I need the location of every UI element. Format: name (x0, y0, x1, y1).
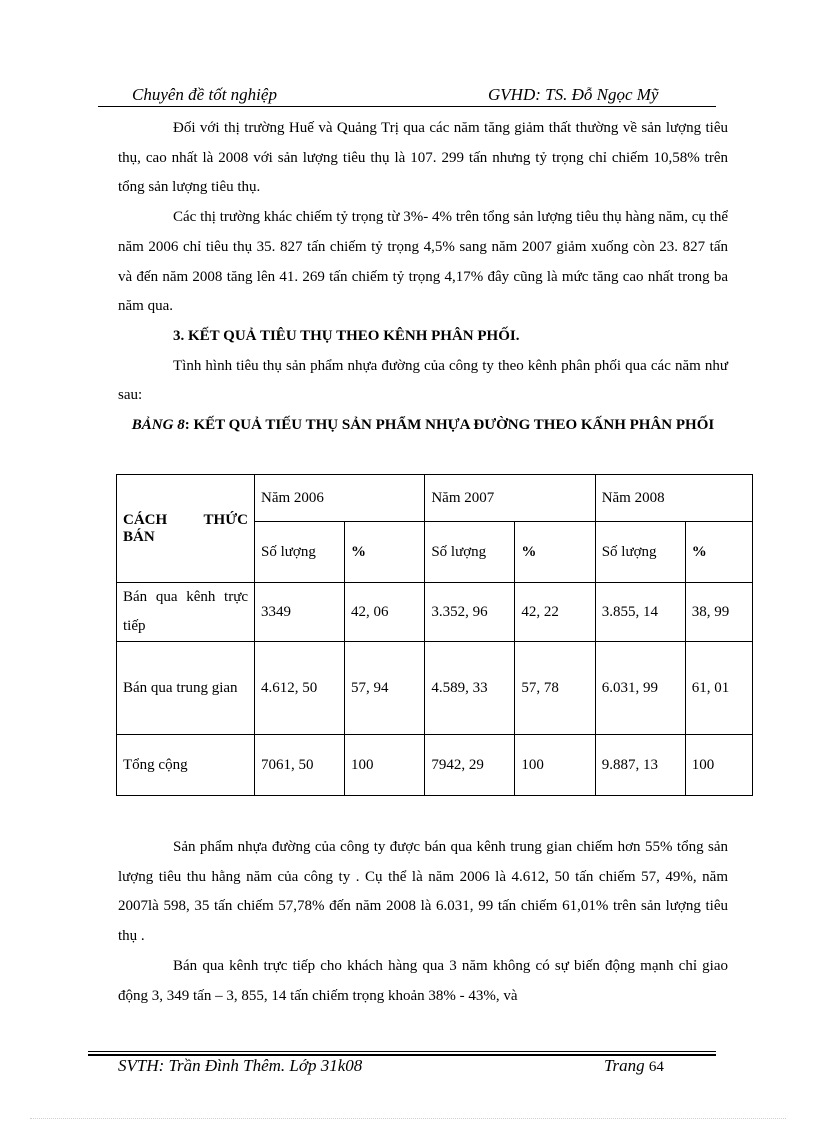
table-cell: 42, 22 (515, 583, 595, 642)
table-cell: 57, 94 (345, 642, 425, 735)
table-row (117, 642, 753, 735)
table-title (118, 411, 728, 441)
qty-header-2007: Số lượng (425, 522, 515, 583)
table-cell: 7942, 29 (425, 735, 515, 796)
paragraph-other-markets: Các thị trường khác chiếm tỷ trọng từ 3%- 4% trên tổng sản lượng tiêu thụ hàng năm, cụ thể năm 2006 chỉ tiêu thụ 35. 827 tấn chiếm tỷ trọng 4,5% sang năm 2007 giảm xuống còn 23. 827 tấn và đến năm 2008 tăng lên 41. 269 tấn chiếm tỷ trọng 4,17% đây cũng là mức tăng cao nhất trong ba năm qua. (118, 209, 728, 315)
table-cell: 100 (515, 735, 595, 796)
table-title-prefix: BẢNG 8 (131, 417, 185, 434)
page-edge-dotted-line (30, 1118, 786, 1119)
footer-rule-thin (88, 1051, 716, 1052)
footer-page-label: Trang (604, 1056, 645, 1075)
header-rule (98, 106, 716, 107)
pct-header-2008: % (685, 522, 752, 583)
page-number: 64 (648, 1059, 664, 1075)
table-cell: 100 (345, 735, 425, 796)
table-cell: 3.352, 96 (425, 583, 515, 642)
table-row (117, 735, 753, 796)
table-cell: 9.887, 13 (595, 735, 685, 796)
table-cell: 61, 01 (685, 642, 752, 735)
footer-page (604, 1056, 664, 1076)
body-text (118, 114, 728, 441)
pct-header-2006: % (345, 522, 425, 583)
table-cell: 100 (685, 735, 752, 796)
qty-header-2008: Số lượng (595, 522, 685, 583)
table-cell: 3.855, 14 (595, 583, 685, 642)
pct-header-2007: % (515, 522, 595, 583)
table-cell: 4.612, 50 (255, 642, 345, 735)
row-label-direct: Bán qua kênh trực tiếp (117, 583, 255, 642)
table-cell: 4.589, 33 (425, 642, 515, 735)
table-cell: 3349 (255, 583, 345, 642)
table-cell: 57, 78 (515, 642, 595, 735)
year-header-2007: Năm 2007 (425, 475, 595, 522)
paragraph-direct-analysis: Bán qua kênh trực tiếp cho khách hàng qua 3 năm không có sự biến động mạnh chỉ giao động 3, 349 tấn – 3, 855, 14 tấn chiếm trọng khoản 38% - 43%, và (118, 957, 728, 1004)
year-header-2008: Năm 2008 (595, 475, 752, 522)
qty-header-2006: Số lượng (255, 522, 345, 583)
footer-student: SVTH: Trần Đình Thêm. Lớp 31k08 (118, 1056, 363, 1075)
table-cell: 42, 06 (345, 583, 425, 642)
header-advisor: GVHD: TS. Đỗ Ngọc Mỹ (488, 85, 659, 104)
table-corner-header: CÁCH THỨC BÁN (117, 475, 255, 583)
body-text-after-table (118, 833, 728, 1011)
table-title-text: : KẾT QUẢ TIẾU THỤ SẢN PHẨM NHỰA ĐƯỜNG THEO KẤNH PHÂN PHỐI (184, 417, 715, 434)
table-cell: 7061, 50 (255, 735, 345, 796)
table-cell: 6.031, 99 (595, 642, 685, 735)
paragraph-channel-intro: Tình hình tiêu thụ sản phẩm nhựa đường của công ty theo kênh phân phối qua các năm như sau: (118, 357, 728, 404)
paragraph-hue-quang-tri: Đối với thị trường Huế và Quảng Trị qua các năm tăng giảm thất thường về sản lượng tiêu thụ, cao nhất là 2008 với sản lượng tiêu thụ là 107. 299 tấn nhưng tỷ trọng chỉ chiếm 10,58% trên tổng sản lượng tiêu thụ. (118, 120, 728, 196)
header-course-title: Chuyên đề tốt nghiệp (132, 85, 277, 104)
year-header-2006: Năm 2006 (255, 475, 425, 522)
section-heading: 3. KẾT QUẢ TIÊU THỤ THEO KÊNH PHÂN PHỐI. (173, 327, 520, 344)
paragraph-intermediary-analysis: Sản phẩm nhựa đường của công ty được bán qua kênh trung gian chiếm hơn 55% tổng sản lượng tiêu thu hằng năm của công ty . Cụ thể là năm 2006 là 4.612, 50 tấn chiếm 57, 49%, năm 2007là 598, 35 tấn chiếm 57,78% đến năm 2008 là 6.031, 99 tấn chiếm 61,01% trên sản lượng tiêu thụ . (118, 839, 728, 945)
page-header (98, 82, 716, 106)
row-label-intermediary: Bán qua trung gian (117, 642, 255, 735)
row-label-total: Tổng cộng (117, 735, 255, 796)
table-cell: 38, 99 (685, 583, 752, 642)
sales-channel-table (116, 474, 753, 796)
table-row (117, 583, 753, 642)
